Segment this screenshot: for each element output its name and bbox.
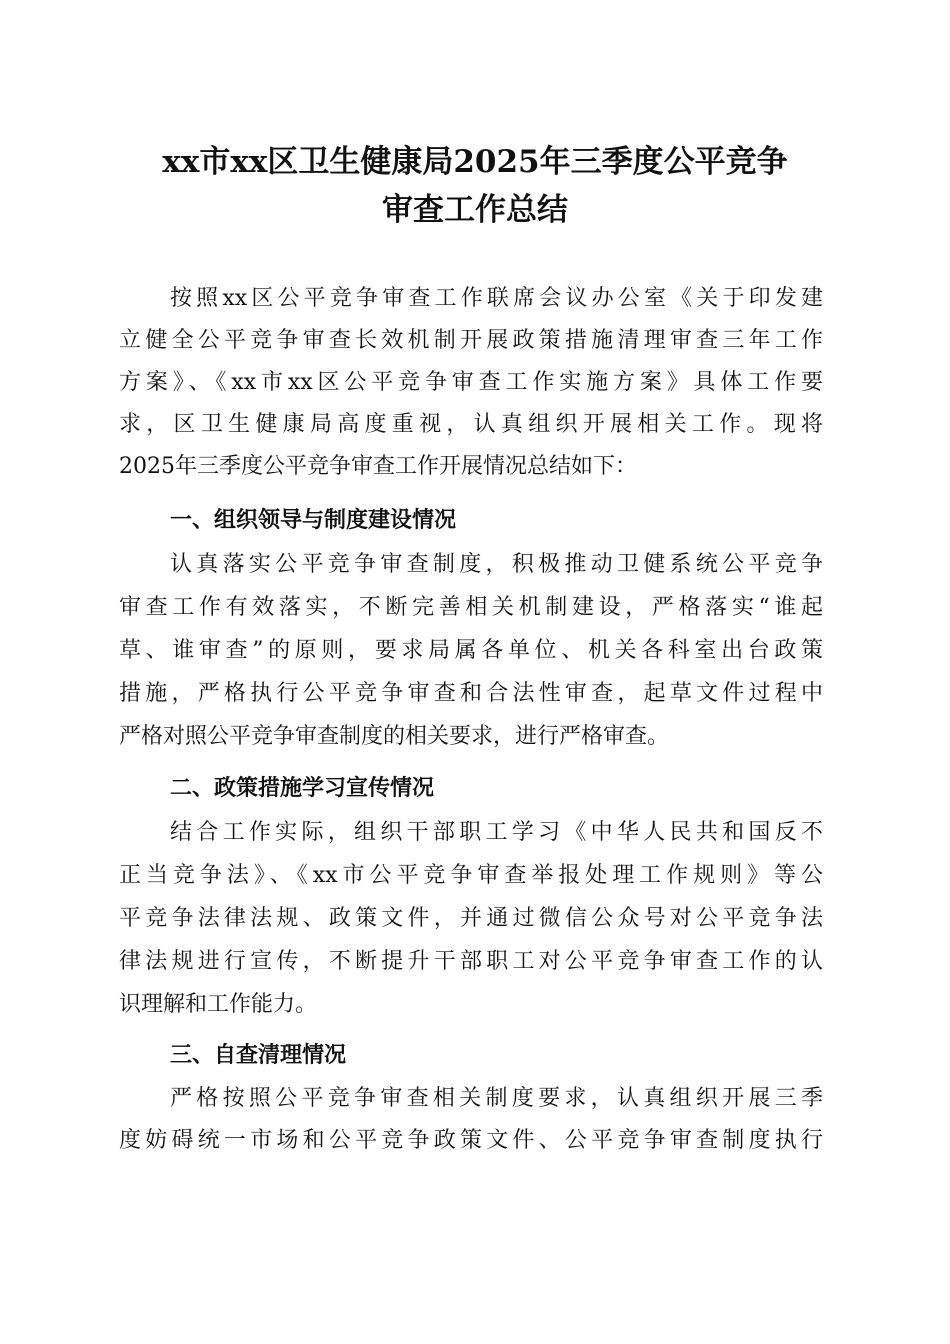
document-title-line-1: xx市xx区卫生健康局2025年三季度公平竞争 xyxy=(162,144,788,180)
intro-line-2: 立健全公平竞争审查长效机制开展政策措施清理审查三年工作 xyxy=(119,328,823,353)
section-2-line-5: 识理解和工作能力。 xyxy=(119,992,318,1017)
section-2-line-2: 正当竞争法》、《xx市公平竞争审查举报处理工作规则》等公 xyxy=(119,863,823,888)
intro-line-1: 按照xx区公平竞争审查工作联席会议办公室《关于印发建 xyxy=(170,286,823,311)
section-1-line-3: 草、谁审查”的原则，要求局属各单位、机关各科室出台政策 xyxy=(119,638,823,663)
section-2-line-1: 结合工作实际，组织干部职工学习《中华人民共和国反不 xyxy=(170,820,823,845)
intro-line-5: 2025年三季度公平竞争审查工作开展情况总结如下： xyxy=(119,454,637,479)
document-title-line-2: 审查工作总结 xyxy=(382,192,568,228)
section-3-line-1: 严格按照公平竞争审查相关制度要求，认真组织开展三季 xyxy=(170,1086,823,1111)
intro-line-3: 方案》、《xx市xx区公平竞争审查工作实施方案》具体工作要 xyxy=(119,370,823,395)
section-2-heading: 二、政策措施学习宣传情况 xyxy=(170,776,435,801)
section-2-line-4: 律法规进行宣传，不断提升干部职工对公平竞争审查工作的认 xyxy=(119,949,823,974)
section-1-line-5: 严格对照公平竞争审查制度的相关要求，进行严格审查。 xyxy=(119,724,670,749)
section-3-heading: 三、自查清理情况 xyxy=(170,1043,347,1068)
section-2-line-3: 平竞争法律法规、政策文件，并通过微信公众号对公平竞争法 xyxy=(119,906,823,931)
intro-line-4: 求，区卫生健康局高度重视，认真组织开展相关工作。现将 xyxy=(119,412,823,437)
section-1-line-2: 审查工作有效落实，不断完善相关机制建设，严格落实“谁起 xyxy=(119,595,823,620)
section-3-line-2: 度妨碍统一市场和公平竞争政策文件、公平竞争审查制度执行 xyxy=(119,1128,823,1153)
section-1-line-1: 认真落实公平竞争审查制度，积极推动卫健系统公平竞争 xyxy=(170,552,823,577)
section-1-line-4: 措施，严格执行公平竞争审查和合法性审查，起草文件过程中 xyxy=(119,681,823,706)
section-1-heading: 一、组织领导与制度建设情况 xyxy=(170,508,457,533)
